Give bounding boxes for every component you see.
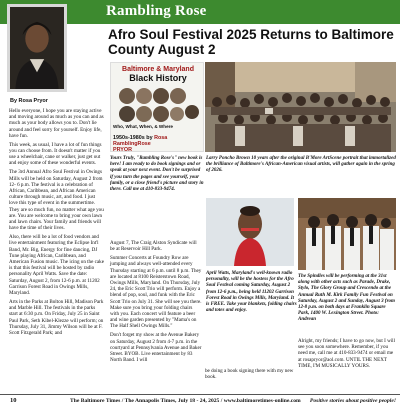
book-title-line-1: Baltimore & Maryland xyxy=(122,66,194,73)
april-watts-photo xyxy=(206,198,294,266)
footer-rule xyxy=(0,394,400,395)
columnist-photo xyxy=(7,4,67,92)
paragraph: Also, there will be a lot of food vendors and live entertainment featuring the Eclipse Int'l Band, Mr. Big, Energy for fine dancing, DJ Tune playing African, Caribbean, and American Fusion music. The icing on the cake is that this festival will be hosted by radio personality April Watts. Save the date: Saturday, August 2, from 12-6 p.m. at 11202 Garrison Forest Road in Owings Mills, Maryland. xyxy=(9,234,104,297)
article-headline: Afro Soul Festival 2025 Returns to Baltimore County August 2 xyxy=(108,27,394,57)
section-title: Rambling Rose xyxy=(106,3,207,19)
spindles-band-photo xyxy=(298,198,396,270)
paragraph: Summer Concerts at Foundry Row are jumping and always well-attended every Thursday starting at 6 p.m. until 8 p.m. They are located at 8100 Reisterstown Road, Owings Mills, Maryland. On Thursday, July 24, the Eric Scott Trio will perform. Enjoy a blend of pop, soul, and funk with the Eric Scott Trio on July 31. She will see you there. Make sure you bring your folding chairs with you. Each concert will feature a beer and wine garden presented by "Mama's on The Half Shell Owings Mills." xyxy=(110,255,202,330)
paragraph: August 7, The Craig Alston Syndicate will be at Reservoir Hill Park. xyxy=(110,240,197,253)
paragraph: This week, as usual, I have a lot of fun things you can choose from. It doesn't matter if you use a wheelchair, cane or walker, just get out and enjoy some of these wonderful events. xyxy=(9,141,102,167)
paragraph: Don't forget my show at the Avenue Bakery on Saturday, August 2 from 4-7 p.m. in the courtyard at Pennsylvania Avenue and Baker Street. BYOB. Live entertainment by 83 North Band. I will xyxy=(110,332,202,364)
article-column-4 xyxy=(298,338,396,372)
artists-group-photo xyxy=(205,62,396,152)
book-subtitle: 1950s-1980s by Rosa RamblingRose PRYOR xyxy=(113,135,168,152)
book-portrait-collage xyxy=(117,86,199,124)
paragraph: The 3rd Annual Afro Soul Festival in Owings Mills will be held on Saturday, August 2 from 12- 6 p.m. The festival is a celebration of African, Caribbean, and African American culture through music, art, and food. I just love this type of event in the summertime. They are so much fun, no matter what age you are. You are welcome to bring your own lawn and lawn chairs. Your family and friends will have the time of their lives. xyxy=(9,169,104,232)
artists-photo-caption: Larry Poncho Brown 10 years after the original B'More ArtScene portrait that immortalized the brilliance of Baltimore's African-American visual artists, will gather again in the spring of 2026. xyxy=(206,156,396,174)
page-number: 10 xyxy=(10,397,17,404)
book-caption: Yours Truly, "Rambling Rose's" new book is here! I am ready to do book signings and or speak at your next event. Don't be surprised if you turn the pages and see yourself, your family, or a close friend's picture and story in there. Call me at 410-833-9474. xyxy=(110,156,204,193)
paragraph: be doing a book signing there with my new book. xyxy=(205,368,294,381)
footer-tagline: Positive stories about positive people! xyxy=(309,398,396,404)
article-column-3 xyxy=(205,368,303,383)
paragraph: Hello everyone, I hope you are staying active and moving around as much as you can and as much as your body allows you to. Don't lie around and feel sorry for yourself. Enjoy life, have fun. xyxy=(9,108,104,139)
book-title-line-2: Black History xyxy=(129,72,187,83)
april-watts-caption: April Watts, Maryland's well-known radio personality, will be the hostess for the Afro Soul Festival coming Saturday, August 2 from 12-6 p.m., being held 11202 Garrison Forest Road in Owings Mills, Maryland. It is FREE. Take your blankets, folding chairs and totes and enjoy. xyxy=(206,271,297,314)
book-title xyxy=(115,66,201,83)
article-column-1 xyxy=(9,108,105,339)
article-column-2 xyxy=(110,240,202,366)
spindles-caption: The Spindles will be performing at the 31st along with other acts such as Parade, Drake, Stylo, The Glory Group and Crescendo at the Annual Ruth M. Kirk Family Fun Festival on Saturday, August 2 and Sunday, August 3 from 12-8 p.m. on both days at Franklin Square Park, 1400 W. Lexington Street. Photo: Andrean xyxy=(298,274,395,323)
page-footer xyxy=(10,397,396,407)
paragraph: Alright, my friends; I have to go now, but I will see you soon somewhere. Remember, if you need me, call me at 410-833-9474 or email me at rosapryor@aol.com. UNTIL THE NEXT TIME, I'M MUSICALLY YOURS. xyxy=(298,338,396,369)
book-tagline: Who, What, When, & Where xyxy=(113,124,173,129)
book-cover-image xyxy=(110,62,204,152)
publication-line: The Baltimore Times / The Annapolis Times, July 18 - 24, 2025 / www.baltimoretimes-online.com xyxy=(70,398,301,404)
paragraph: Arts in the Parks at Bolton Hill, Madison Park and Marble Hill. The festivals in the parks start at 6:30 p.m. On Friday, July 25 in Saint Paul Park, Seth Kibel-Klezze will perform; on Thursday, July 31, Jimmy Wilson will be at F. Scott Fitzgerald Park; and xyxy=(9,299,104,337)
byline: By Rosa Pryor xyxy=(10,98,48,104)
